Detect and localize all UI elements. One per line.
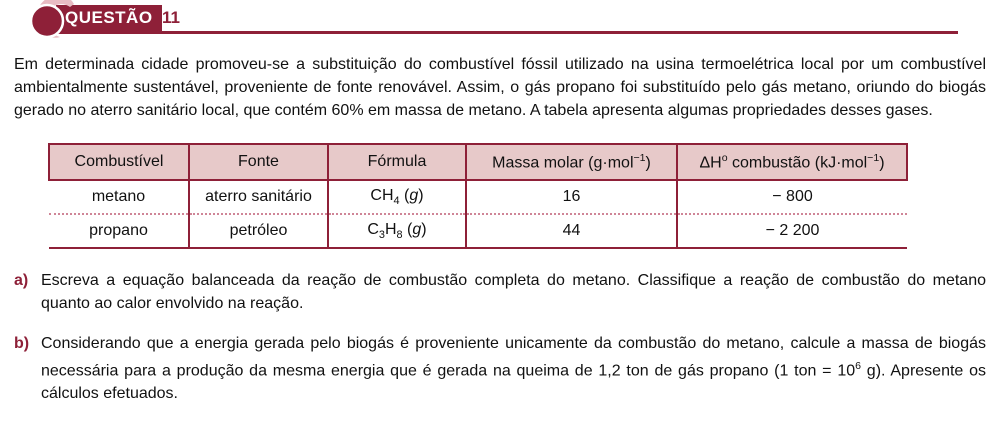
table-header-cell: Massa molar (g·mol$^{-1}$)	[466, 144, 677, 180]
question-intro-text: Em determinada cidade promoveu-se a substituição do combustível fóssil utilizado na usina termoelétrica local por um combustível ambientalmente sustentável, proveniente de fonte renovável. Assim, o gás propano foi substituído pelo gás metano, oriundo do biogás gerado no aterro sanitário local, que contém 60% em massa de metano. A tabela apresenta algumas propriedades desses gases.	[14, 56, 986, 119]
table-cell: petróleo	[189, 214, 328, 248]
header-rule	[46, 31, 958, 34]
table-row	[49, 214, 907, 248]
table-header-cell: Fonte	[189, 144, 328, 180]
table-cell: $CH_4$ (g)	[328, 180, 466, 214]
table-header-row	[49, 144, 907, 180]
item-b-text: Considerando que a energia gerada pelo biogás é proveniente unicamente da combustão do metano, calcule a massa de biogás necessária para a produção da mesma energia que é gerada na queima de 1,2 ton de gás propano (1 ton = $10^6$ g). Apresente os cálculos efetuados.	[41, 335, 986, 403]
question-number: 11	[162, 8, 180, 27]
question-item-a	[14, 269, 986, 315]
table-cell: metano	[49, 180, 189, 214]
logo-circle	[31, 5, 63, 37]
table-header-cell: Fórmula	[328, 144, 466, 180]
question-label-badge: QUESTÃO	[56, 5, 162, 32]
table-cell: $C_3H_8$ (g)	[328, 214, 466, 248]
item-a-marker: a)	[14, 272, 29, 289]
table-cell: 44	[466, 214, 677, 248]
table-cell: propano	[49, 214, 189, 248]
table-cell: 16	[466, 180, 677, 214]
brand-logo-icon	[20, 0, 80, 41]
table-header-cell: Combustível	[49, 144, 189, 180]
question-item-b	[14, 332, 986, 405]
table-header-cell: $\Delta H^o$ combustão (kJ·mol$^{-1}$)	[677, 144, 907, 180]
item-b-marker: b)	[14, 335, 30, 352]
table-cell: aterro sanitário	[189, 180, 328, 214]
table-cell: − 800	[677, 180, 907, 214]
item-a-text: Escreva a equação balanceada da reação de combustão completa do metano. Classifique a reação de combustão do metano quanto ao calor envolvido na reação.	[41, 272, 986, 312]
fuel-properties-table	[48, 143, 908, 249]
question-header	[0, 0, 1000, 40]
table-row	[49, 180, 907, 214]
table-cell: − 2 200	[677, 214, 907, 248]
